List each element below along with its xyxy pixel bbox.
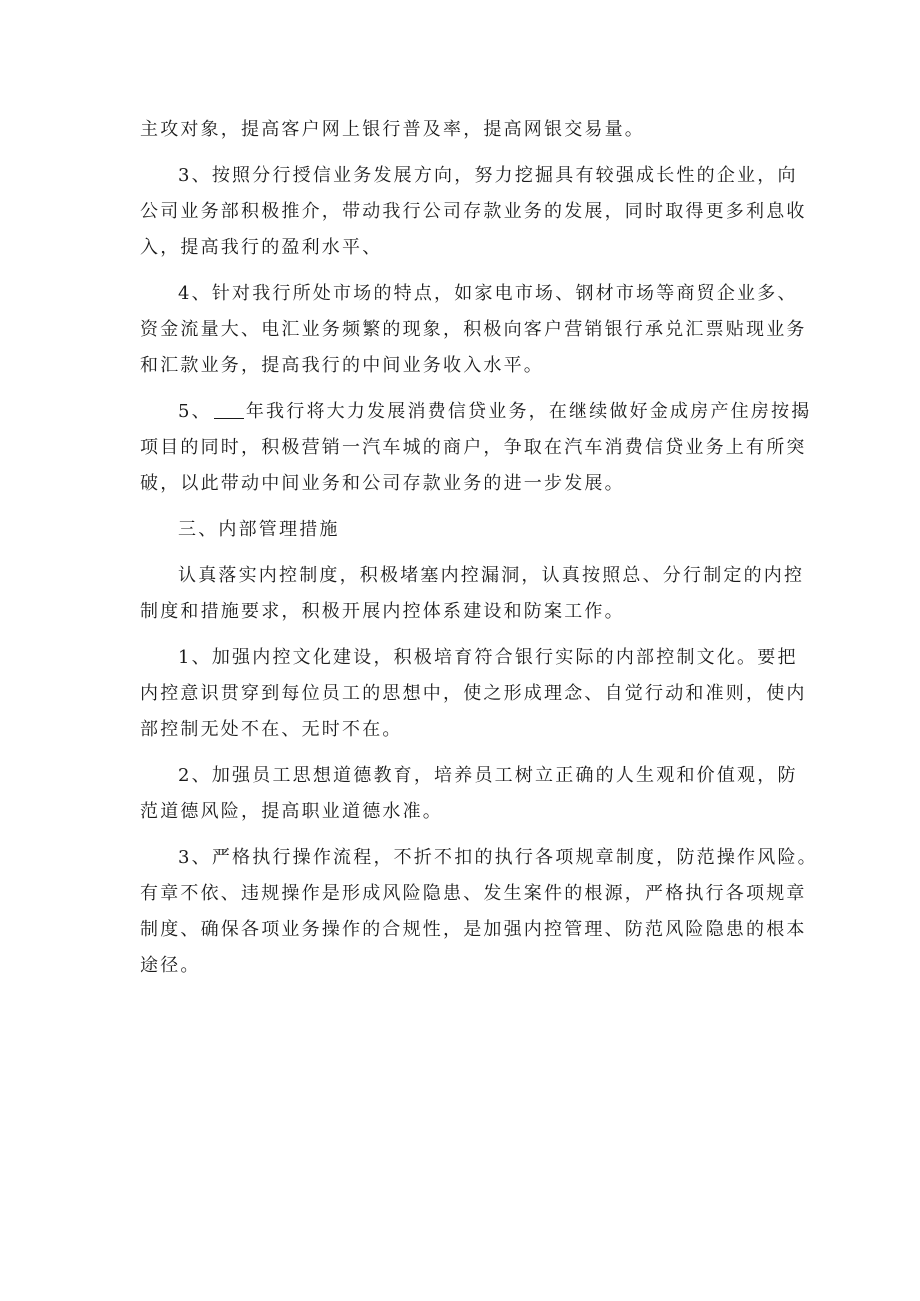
text-line: 部控制无处不在、无时不在。 bbox=[140, 719, 403, 740]
text-line: 公司业务部积极推介，带动我行公司存款业务的发展，同时取得更多利息收 bbox=[140, 201, 807, 222]
paragraph-item-1-culture bbox=[140, 640, 807, 748]
text-line: 制度和措施要求，积极开展内控体系建设和防案工作。 bbox=[140, 601, 625, 622]
item-number: 5、 bbox=[178, 401, 212, 422]
text-line: 认真落实内控制度，积极堵塞内控漏洞，认真按照总、分行制定的内控 bbox=[178, 565, 805, 586]
section-heading bbox=[140, 512, 792, 548]
text-line: 3、严格执行操作流程，不折不扣的执行各项规章制度，防范操作风险。 bbox=[178, 847, 818, 868]
fill-in-blank bbox=[214, 398, 244, 419]
text-line: 3、按照分行授信业务发展方向，努力挖掘具有较强成长性的企业，向 bbox=[178, 165, 798, 186]
text-line: 途径。 bbox=[140, 955, 201, 976]
text-line: 项目的同时，积极营销一汽车城的商户，争取在汽车消费信贷业务上有所突 bbox=[140, 437, 807, 458]
paragraph-internal-control-intro bbox=[140, 558, 805, 630]
paragraph-item-5-consumer-credit bbox=[140, 394, 812, 502]
text-line-rest: 年我行将大力发展消费信贷业务，在继续做好金成房产住房按揭 bbox=[245, 401, 812, 422]
text-line: 破，以此带动中间业务和公司存款业务的进一步发展。 bbox=[140, 473, 625, 494]
text-line: 有章不依、违规操作是形成风险隐患、发生案件的根源，严格执行各项规章 bbox=[140, 883, 807, 904]
text-line: 内控意识贯穿到每位员工的思想中，使之形成理念、自觉行动和准则，使内 bbox=[140, 683, 807, 704]
text-line: 主攻对象，提高客户网上银行普及率，提高网银交易量。 bbox=[140, 119, 645, 140]
section-title: 三、内部管理措施 bbox=[178, 519, 340, 540]
text-line: 1、加强内控文化建设，积极培育符合银行实际的内部控制文化。要把 bbox=[178, 647, 798, 668]
text-line: 4、针对我行所处市场的特点，如家电市场、钢材市场等商贸企业多、 bbox=[178, 283, 798, 304]
paragraph-item-4-market bbox=[140, 276, 807, 384]
text-line: 制度、确保各项业务操作的合规性，是加强内控管理、防范风险隐患的根本 bbox=[140, 919, 807, 940]
paragraph-item-3-credit bbox=[140, 158, 807, 266]
paragraph-continuation bbox=[140, 112, 792, 148]
paragraph-item-2-ethics bbox=[140, 758, 798, 830]
text-line: 资金流量大、电汇业务频繁的现象，积极向客户营销银行承兑汇票贴现业务 bbox=[140, 319, 807, 340]
text-line: 入，提高我行的盈利水平、 bbox=[140, 237, 383, 258]
text-line: 和汇款业务，提高我行的中间业务收入水平。 bbox=[140, 355, 544, 376]
text-line bbox=[140, 394, 812, 430]
text-line: 范道德风险，提高职业道德水准。 bbox=[140, 801, 443, 822]
document-body bbox=[140, 112, 818, 994]
paragraph-item-3-procedures bbox=[140, 840, 818, 984]
text-line: 2、加强员工思想道德教育，培养员工树立正确的人生观和价值观，防 bbox=[178, 765, 798, 786]
